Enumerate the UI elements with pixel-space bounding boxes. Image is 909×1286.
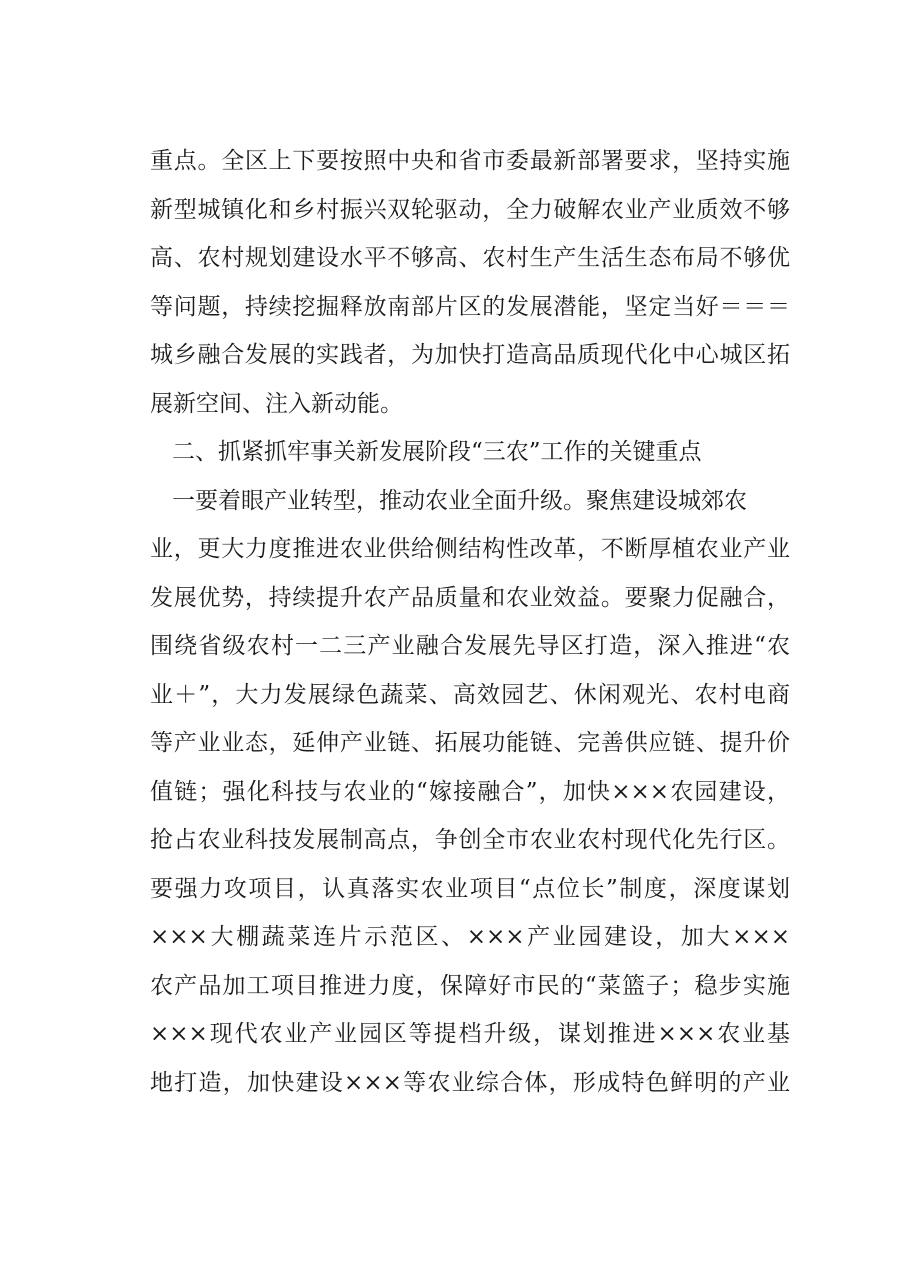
text-line: ×××现代农业产业园区等提档升级，谋划推进×××农业基: [150, 1021, 790, 1047]
text-line: 围绕省级农村一二三产业融合发展先导区打造，深入推进“农: [150, 633, 790, 659]
text-line: 业，更大力度推进农业供给侧结构性改革，不断厚植农业产业: [150, 536, 790, 562]
text-line: 发展优势，持续提升农产品质量和农业效益。要聚力促融合，: [150, 584, 790, 611]
text-line: 新型城镇化和乡村振兴双轮驱动，全力破解农业产业质效不够: [150, 196, 790, 223]
text-line: 高、农村规划建设水平不够高、农村生产生活生态布局不够优: [150, 245, 790, 271]
text-line: 值链；强化科技与农业的“嫁接融合”，加快×××农园建设，: [150, 778, 790, 805]
text-line: 重点。全区上下要按照中央和省市委最新部署要求，坚持实施: [150, 148, 790, 174]
text-line: ×××大棚蔬菜连片示范区、×××产业园建设，加大×××: [150, 924, 790, 950]
text-line: 抢占农业科技发展制高点，争创全市农业农村现代化先行区。: [150, 827, 790, 853]
text-line: 业＋”，大力发展绿色蔬菜、高效园艺、休闲观光、农村电商: [150, 681, 790, 708]
text-line: 等问题，持续挖掘释放南部片区的发展潜能，坚定当好＝＝＝: [150, 293, 790, 320]
text-line: 城乡融合发展的实践者，为加快打造高品质现代化中心城区拓: [150, 342, 790, 368]
text-line: 等产业业态，延伸产业链、拓展功能链、完善供应链、提升价: [150, 730, 790, 756]
document-body: [150, 150, 790, 1120]
text-line: 农产品加工项目推进力度，保障好市民的“菜篮子；稳步实施: [150, 972, 790, 999]
paragraph-lead-line: 二、抓紧抓牢事关新发展阶段“三农”工作的关键重点: [172, 439, 702, 465]
text-line: 要强力攻项目，认真落实农业项目“点位长”制度，深度谋划: [150, 875, 790, 902]
text-line: 地打造，加快建设×××等农业综合体，形成特色鲜明的产业: [150, 1069, 790, 1096]
text-line: 展新空间、注入新动能。: [150, 390, 403, 417]
paragraph-lead-line: 一要着眼产业转型，推动农业全面升级。聚焦建设城郊农: [172, 487, 747, 514]
